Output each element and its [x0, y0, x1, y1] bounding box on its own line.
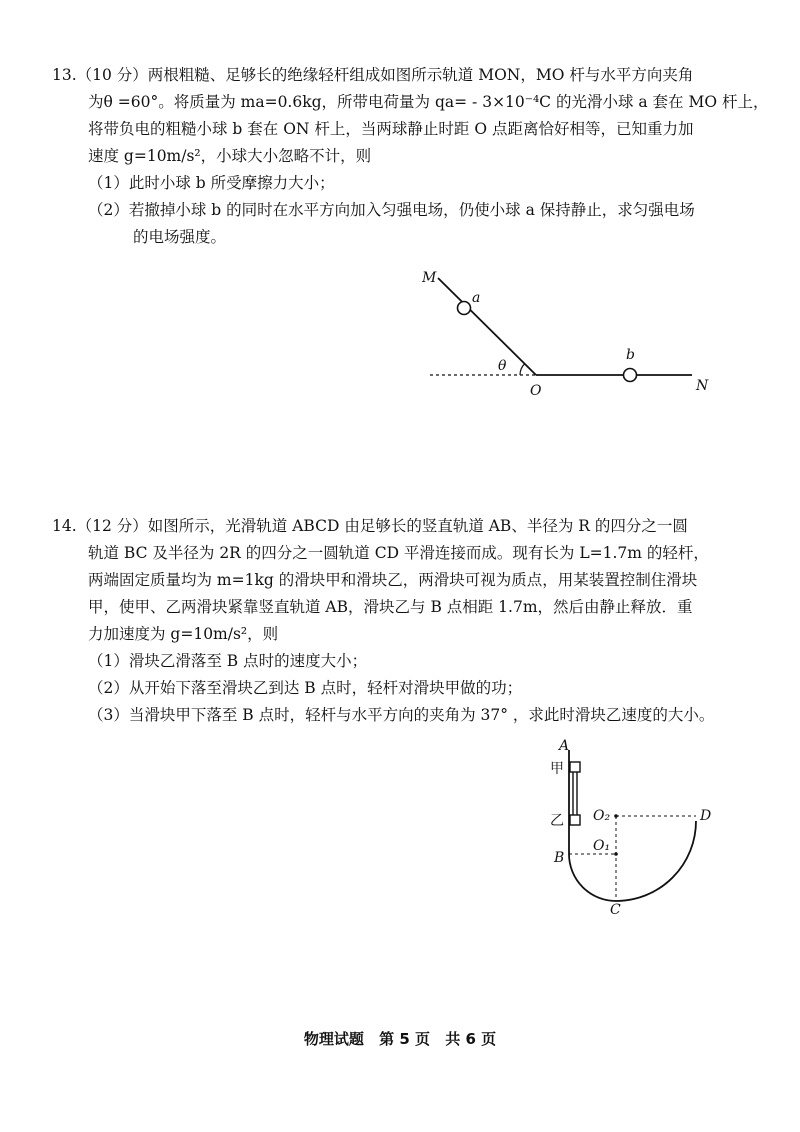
q14-sub-2: （2）从开始下落至滑块乙到达 B 点时，轻杆对滑块甲做的功；: [88, 679, 523, 697]
footer-page-number: 第 5 页: [379, 1030, 430, 1048]
q13-line-1: 13.（10 分）两根粗糙、足够长的绝缘轻杆组成如图所示轨道 MON，MO 杆与水平方向夹角: [52, 66, 694, 84]
question-14: [52, 513, 752, 729]
q13-sub-1: （1）此时小球 b 所受摩擦力大小；: [88, 174, 335, 192]
arc-bc: [569, 854, 616, 901]
question-13: [52, 62, 769, 251]
label-b-point: B: [554, 850, 565, 866]
point-o2: [614, 814, 618, 818]
footer-subject: 物理试题: [303, 1030, 364, 1048]
q13-sub-2b: 的电场强度。: [133, 228, 227, 246]
label-b: b: [626, 347, 635, 363]
label-theta: θ: [498, 358, 507, 374]
label-a: a: [472, 290, 481, 306]
label-c: C: [610, 902, 621, 916]
q13-line-2: 为θ =60°。将质量为 ma=0.6kg，所带电荷量为 qa= - 3×10⁻⁴C 的光滑小球 a 套在 MO 杆上，: [88, 93, 769, 111]
q14-line-1: 14.（12 分）如图所示，光滑轨道 ABCD 由足够长的竖直轨道 AB、半径为 R 的四分之一圆: [52, 517, 688, 535]
label-n: N: [696, 378, 709, 394]
ball-a: [458, 302, 471, 315]
q13-line-3: 将带负电的粗糙小球 b 套在 ON 杆上，当两球静止时距 O 点距离恰好相等，已知重力加: [88, 120, 694, 138]
theta-angle-arc: [520, 364, 525, 375]
label-yi: 乙: [550, 813, 564, 829]
q14-line-3: 两端固定质量均为 m=1kg 的滑块甲和滑块乙，两滑块可视为质点，用某装置控制住滑块: [88, 571, 698, 589]
arc-cd: [616, 821, 696, 901]
q14-line-2: 轨道 BC 及半径为 2R 的四分之一圆轨道 CD 平滑连接而成。现有长为 L=1.7m 的轻杆，: [88, 544, 709, 562]
block-jia: [570, 762, 580, 772]
q13-sub-2a: （2）若撤掉小球 b 的同时在水平方向加入匀强电场，仍使小球 a 保持静止，求匀强电场: [88, 201, 695, 219]
page-footer: [0, 1028, 800, 1049]
label-m: M: [422, 270, 437, 286]
q14-line-5: 力加速度为 g=10m/s²，则: [88, 625, 279, 643]
label-o: O: [530, 383, 542, 399]
label-d: D: [700, 808, 712, 824]
label-o1: O₁: [593, 838, 611, 854]
q14-sub-3: （3）当滑块甲下落至 B 点时，轻杆与水平方向的夹角为 37° ，求此时滑块乙速度的大小。: [88, 706, 715, 724]
q13-figure: [420, 262, 720, 402]
q14-figure: [545, 736, 725, 916]
label-jia: 甲: [550, 761, 564, 777]
label-o2: O₂: [593, 808, 611, 824]
label-a-point: A: [559, 738, 570, 754]
footer-total-pages: 共 6 页: [445, 1030, 497, 1048]
mo-rod: [438, 278, 536, 375]
q14-line-4: 甲，使甲、乙两滑块紧靠竖直轨道 AB，滑块乙与 B 点相距 1.7m，然后由静止释放．重: [88, 598, 693, 616]
point-o1: [614, 852, 618, 856]
q14-sub-1: （1）滑块乙滑落至 B 点时的速度大小；: [88, 652, 368, 670]
block-yi: [570, 815, 580, 825]
ball-b: [624, 369, 637, 382]
q13-line-4: 速度 g=10m/s²，小球大小忽略不计，则: [88, 147, 372, 165]
